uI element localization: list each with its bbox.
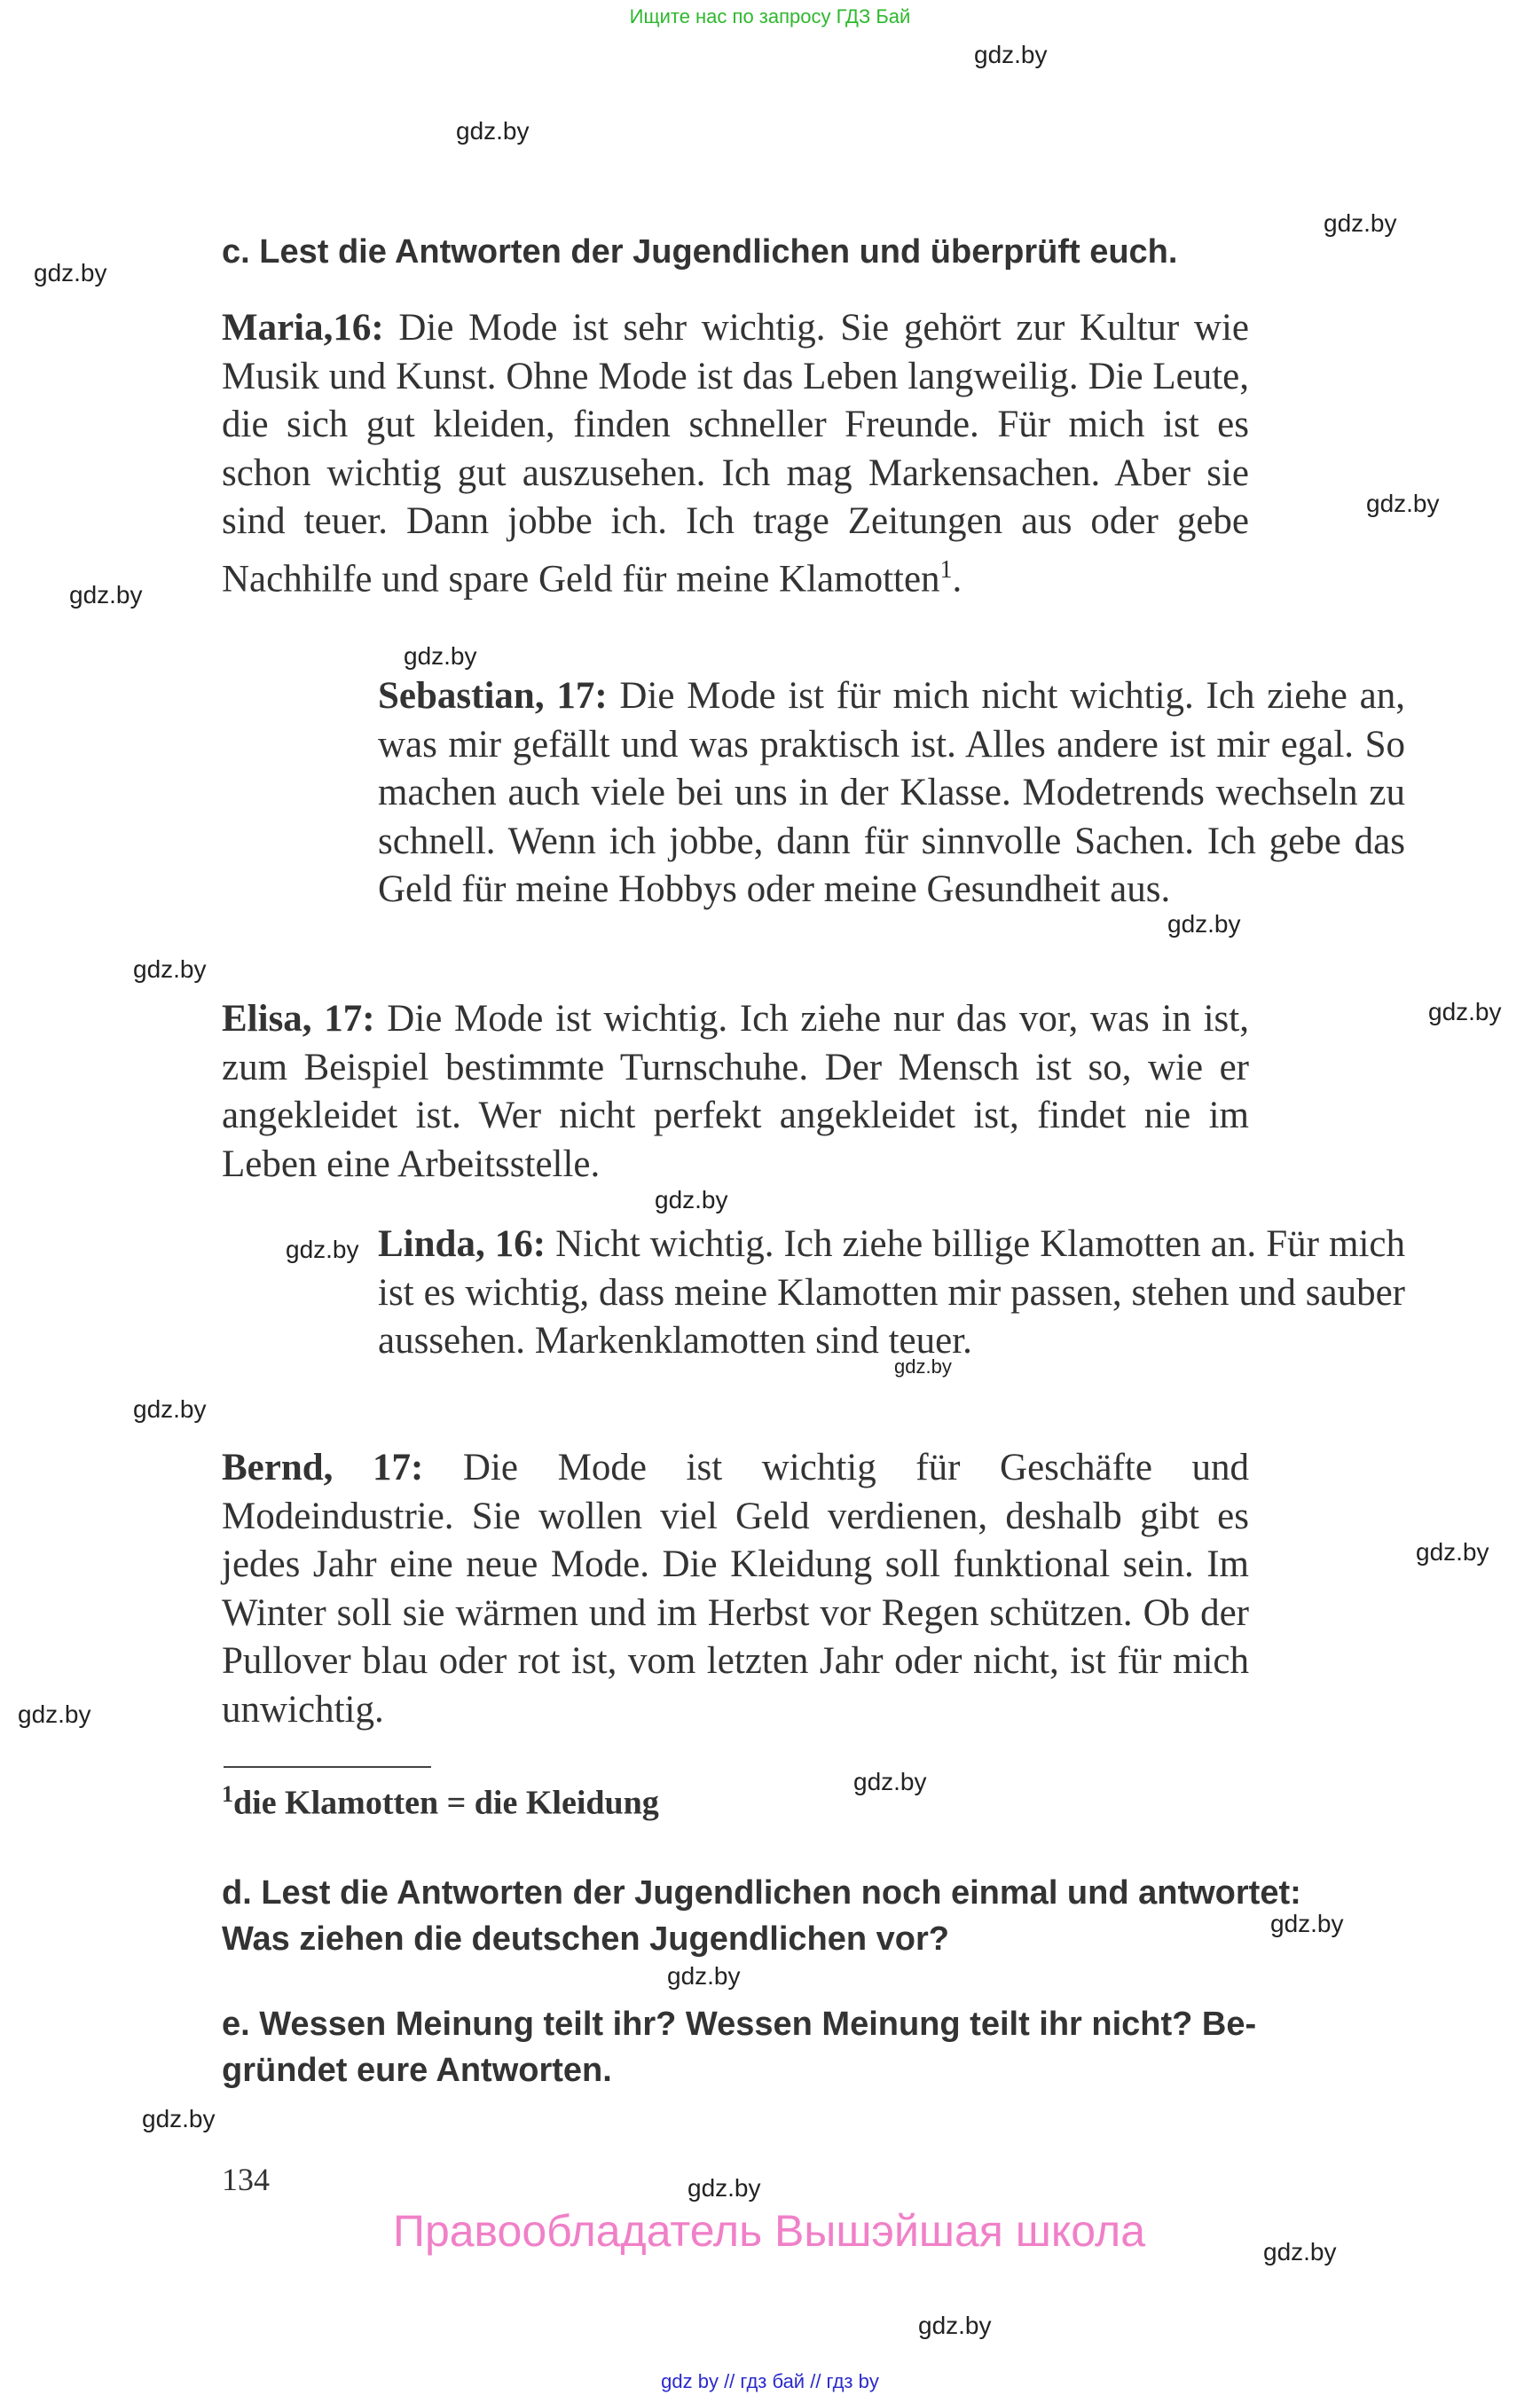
footnote-divider — [224, 1766, 431, 1768]
answer-text: Die Mode ist für mich nicht wichtig. Ich ziehe an, was mir gefällt und was praktisch ist. Alles andere ist mir egal. So machen auch viele bei uns in der Klasse. Modetrends wechseln zu schnell. Wenn ich jobbe, dann für sinnvolle Sachen. Ich gebe das Geld für meine Hobbys oder meine Gesundheit aus. — [378, 675, 1405, 910]
answer-text: Nicht wichtig. Ich ziehe billige Klamotten an. Für mich ist es wichtig, dass meine Klamotten mir passen, stehen und sauber aussehen. Markenklamotten sind teuer. — [378, 1223, 1405, 1362]
watermark: gdz.by — [69, 581, 143, 609]
watermark: gdz.by — [1270, 1910, 1344, 1937]
task-d: d. Lest die Antworten der Jugendlichen noch einmal und antwortet: Was ziehen die deutschen Jugendlichen vor? — [222, 1874, 1301, 1958]
watermark: gdz.by — [34, 259, 107, 287]
watermark: gdz.by — [1416, 1538, 1489, 1566]
answer-bernd — [222, 1444, 1249, 1734]
task-c: c. Lest die Antworten der Jugendlichen und überprüft euch. — [222, 233, 1178, 271]
answer-linda — [378, 1221, 1405, 1366]
rights-notice: Правообладатель Вышэйшая школа — [393, 2206, 1145, 2256]
watermark: gdz.by — [404, 642, 477, 670]
watermark: gdz.by — [133, 955, 207, 983]
watermark: gdz.by — [142, 2105, 216, 2132]
watermark: gdz.by — [974, 41, 1048, 68]
footnote-mark: 1 — [939, 555, 953, 584]
speaker-name: Linda, 16: — [378, 1223, 546, 1265]
watermark: gdz.by — [655, 1186, 728, 1213]
watermark: gdz.by — [1167, 910, 1241, 938]
watermark: gdz.by — [18, 1700, 91, 1728]
footnote-text: die Klamotten = die Kleidung — [233, 1784, 659, 1822]
footnote — [222, 1781, 659, 1823]
watermark: gdz.by — [286, 1236, 359, 1263]
watermark: gdz.by — [667, 1962, 741, 1990]
answer-text: Die Mode ist wichtig. Ich ziehe nur das vor, was in ist, zum Beispiel bestimmte Turnschuhe. Der Mensch ist so, wie er angekleidet ist. Wer nicht perfekt angekleidet ist, findet nie im Leben eine Arbeitsstelle. — [222, 998, 1249, 1185]
answer-elisa — [222, 995, 1249, 1189]
task-e: e. Wessen Meinung teilt ihr? Wessen Meinung teilt ihr nicht? Be- gründet eure Antworten. — [222, 2006, 1257, 2089]
watermark: gdz.by — [853, 1768, 927, 1795]
page-number: 134 — [222, 2162, 270, 2197]
watermark: gdz.by — [894, 1355, 952, 1378]
watermark: gdz.by — [1366, 490, 1440, 517]
speaker-name: Maria,16: — [222, 307, 384, 349]
speaker-name: Sebastian, 17: — [378, 675, 608, 717]
watermark: gdz.by — [918, 2312, 992, 2339]
watermark: gdz.by — [688, 2174, 761, 2202]
watermark: gdz.by — [1324, 209, 1397, 237]
watermark: gdz.by — [456, 117, 530, 145]
watermark: gdz.by — [133, 1395, 207, 1423]
speaker-name: Bernd, 17: — [222, 1447, 424, 1488]
answer-text: Die Mode ist wichtig für Geschäfte und Modeindustrie. Sie wollen viel Geld verdienen, deshalb gibt es jedes Jahr eine neue Mode. Die Kleidung soll funktional sein. Im Winter soll sie wärmen und im Herbst vor Regen schützen. Ob der Pullover blau oder rot ist, vom letzten Jahr oder nicht, ist für mich unwichtig. — [222, 1447, 1250, 1731]
answer-sebastian — [378, 672, 1405, 915]
footnote-mark: 1 — [222, 1781, 233, 1807]
watermark: gdz.by — [1263, 2238, 1337, 2266]
answer-maria: Maria,16: Die Mode ist sehr wichtig. Sie gehört zur Kultur wie Musik und Kunst. Ohne Mode ist das Leben langweilig. Die Leute, die sich gut kleiden, finden schneller Freunde. Für mich ist es schon wichtig gut auszusehen. Ich mag Markensachen. Aber sie sind teuer. Dann jobbe ich. Ich trage Zeitungen aus oder gebe Nachhilfe und spare Geld für meine Klamotten$^1$. — [222, 307, 1249, 600]
answer-text: Die Mode ist sehr wichtig. Sie gehört zur Kultur wie Musik und Kunst. Ohne Mode ist das Leben langweilig. Die Leute, die sich gut kleiden, finden schneller Freunde. Für mich ist es schon wichtig gut auszusehen. Ich mag Markensachen. Aber sie sind teuer. Dann jobbe ich. Ich trage Zeitungen aus oder gebe Nachhilfe und spare Geld für meine Klamotten — [222, 307, 1249, 600]
speaker-name: Elisa, 17: — [222, 998, 375, 1040]
bottom-links[interactable]: gdz by // гдз бай // гдз by — [661, 2370, 879, 2392]
top-banner: Ищите нас по запросу ГДЗ Бай — [629, 5, 911, 27]
watermark: gdz.by — [1428, 998, 1502, 1025]
